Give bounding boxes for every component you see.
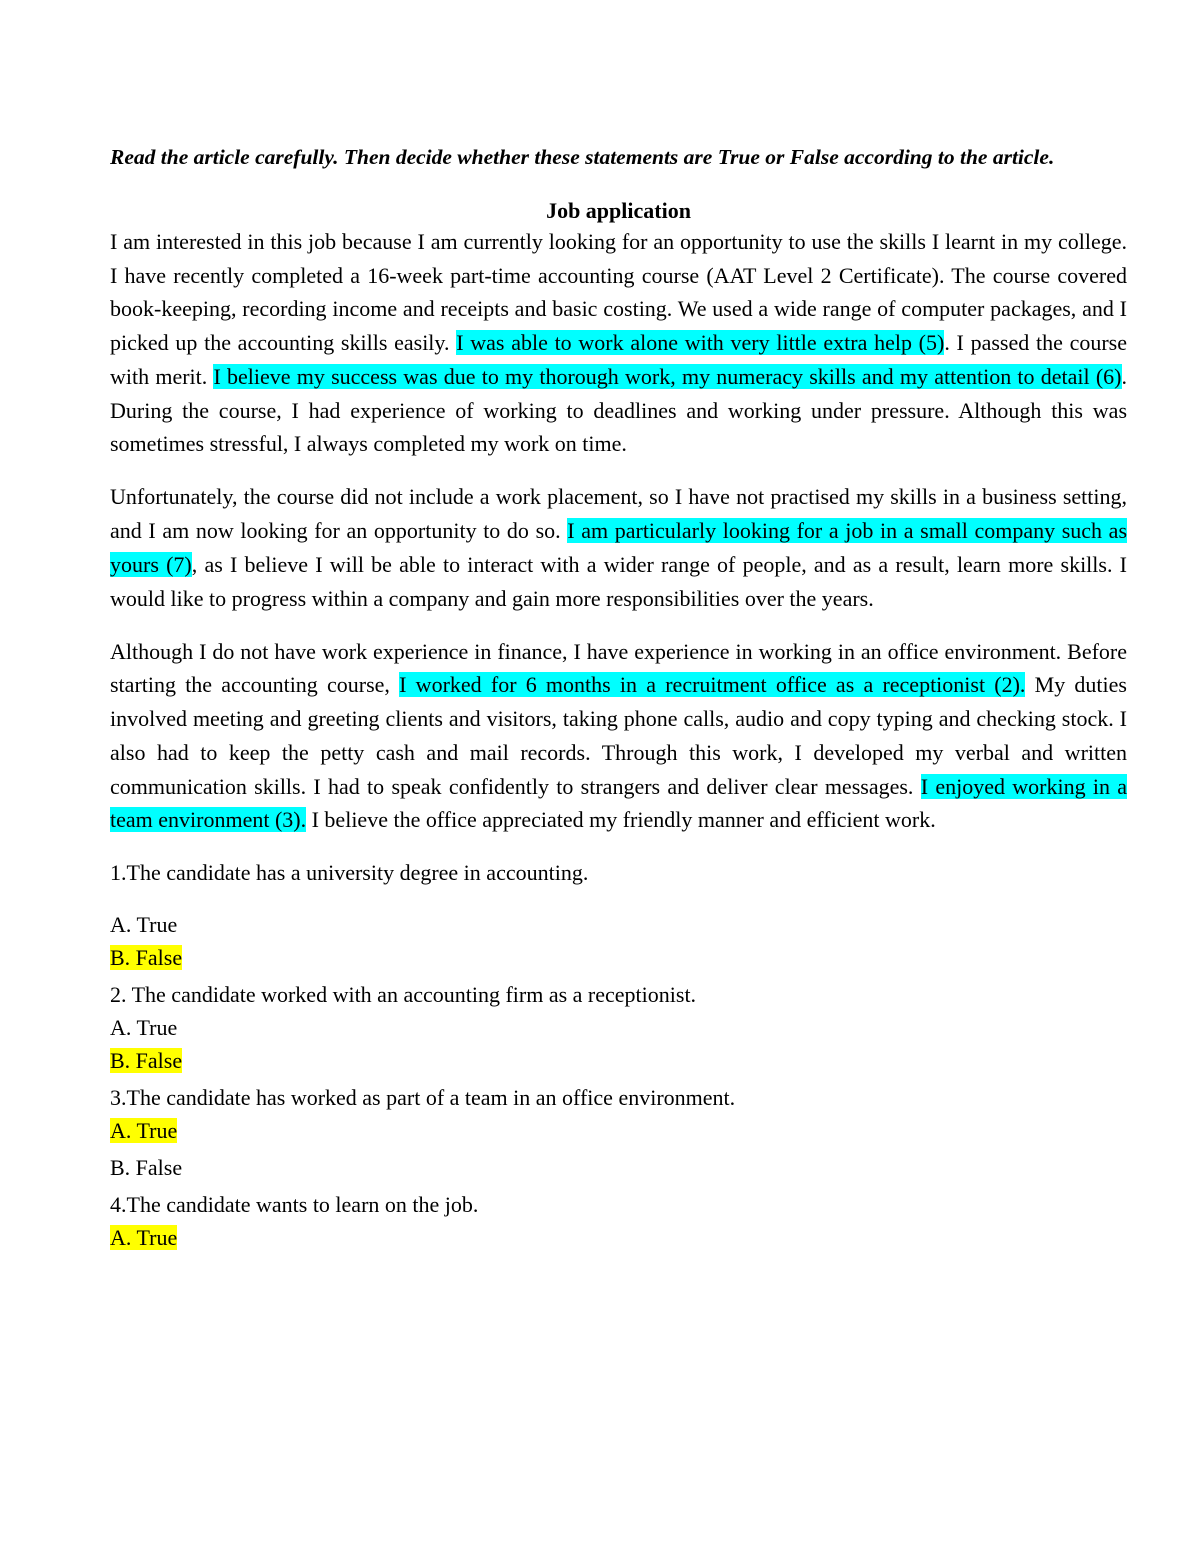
option-label: A. True xyxy=(110,1014,178,1040)
option-label: A. True xyxy=(110,911,178,937)
option-label: B. False xyxy=(110,1154,183,1180)
text-segment: . During the course, I had experience of working to deadlines and working under pressure. Although this was sometimes stressful, I always completed my work on time. xyxy=(110,363,1127,457)
highlighted-segment: I believe my success was due to my thorough work, my numeracy skills and my attention to detail (6) xyxy=(213,363,1122,389)
question-2: 2. The candidate worked with an accounting firm as a receptionist. xyxy=(110,981,697,1007)
paragraph-1 xyxy=(110,225,1127,461)
questions-section xyxy=(110,856,1127,1254)
highlighted-segment: I am particularly looking for a job in a small company such as yours (7) xyxy=(110,518,1128,577)
instructions: Read the article carefully. Then decide whether these statements are True or False according to the article. xyxy=(110,145,1055,169)
highlighted-segment: I worked for 6 months in a recruitment office as a receptionist (2). xyxy=(399,672,1026,698)
option-b xyxy=(110,941,1127,974)
text-segment: , as I believe I will be able to interact with a wider range of people, and as a result, learn more skills. I would like to progress within a company and gain more responsibilities over the years. xyxy=(110,551,1127,611)
highlighted-segment: I was able to work alone with very little extra help (5) xyxy=(456,330,945,356)
highlighted-segment: I enjoyed working in a team environment (3). xyxy=(110,773,1128,833)
paragraph-3 xyxy=(110,635,1127,837)
option-b xyxy=(110,1151,1127,1184)
option-a xyxy=(110,1221,1127,1254)
document-page xyxy=(110,140,1127,1254)
option-a xyxy=(110,908,1127,941)
option-a xyxy=(110,1011,1127,1044)
text-segment: I am interested in this job because I am currently looking for an opportunity to use the skills I learnt in my college. I have recently completed a 16-week part-time accounting course (AAT Level 2 Certificate). The course covered book-keeping, recording income and receipts and basic costing. We used a wide range of computer packages, and I picked up the accounting skills easily. xyxy=(110,229,1127,356)
text-segment: Although I do not have work experience in finance, I have experience in working in an office environment. Before starting the accounting course, xyxy=(110,638,1127,698)
text-segment: I believe the office appreciated my friendly manner and efficient work. xyxy=(306,807,936,833)
article-body xyxy=(110,225,1127,837)
article-title: Job application xyxy=(546,198,691,223)
text-segment: My duties involved meeting and greeting clients and visitors, taking phone calls, audio and copy typing and checking stock. I also had to keep the petty cash and mail records. Through this work, I developed my verbal and written communication skills. I had to speak confidently to strangers and deliver clear messages. xyxy=(110,672,1127,799)
question-3: 3.The candidate has worked as part of a team in an office environment. xyxy=(110,1084,736,1110)
text-segment: . I passed the course with merit. xyxy=(110,330,1127,389)
paragraph-2 xyxy=(110,480,1127,615)
answer-option-label: A. True xyxy=(110,1224,178,1250)
text-segment: Unfortunately, the course did not include a work placement, so I have not practised my skills in a business setting, and I am now looking for an opportunity to do so. xyxy=(110,484,1127,544)
option-b xyxy=(110,1044,1127,1077)
question-4: 4.The candidate wants to learn on the job. xyxy=(110,1191,479,1217)
question-1: 1.The candidate has a university degree in accounting. xyxy=(110,859,589,885)
answer-option-label: B. False xyxy=(110,944,183,970)
option-a xyxy=(110,1114,1127,1147)
answer-option-label: B. False xyxy=(110,1047,183,1073)
answer-option-label: A. True xyxy=(110,1117,178,1143)
